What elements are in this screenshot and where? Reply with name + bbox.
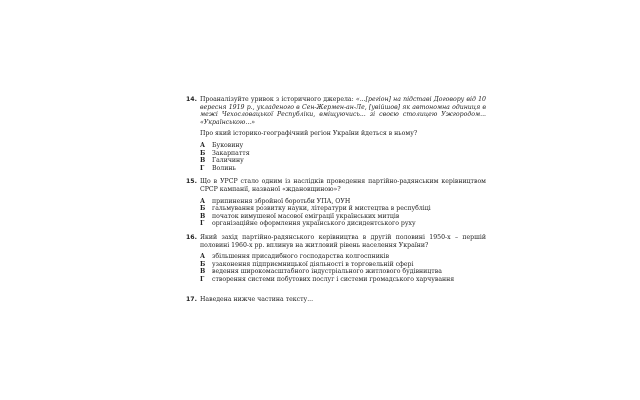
option-text: припинення збройної боротьби УПА, ОУН xyxy=(212,197,351,205)
answer-option[interactable] xyxy=(200,253,486,261)
option-letter: Б xyxy=(200,260,206,268)
option-letter: А xyxy=(200,141,206,149)
question-number: 14. xyxy=(186,96,197,103)
question-number: 15. xyxy=(186,178,197,186)
answer-option[interactable] xyxy=(200,157,486,165)
option-letter: В xyxy=(200,157,206,165)
question-stem xyxy=(200,96,486,126)
option-letter: Б xyxy=(200,205,206,213)
option-letter: Г xyxy=(200,275,205,283)
answer-option[interactable] xyxy=(200,261,486,269)
option-text: організаційне оформлення українського дисидентського руху xyxy=(212,220,416,228)
source-quote: «...[регіон] на підставі Договору від 10 вересня 1919 р., укладеного в Сен-Жермен-ан-Ле, [увійшов] як автономна одиниця в межі Чехословацької Республіки, вміщуючись... зі своєю столицею Ужгородом... «Українською...» xyxy=(200,96,486,126)
answer-options xyxy=(200,142,486,172)
option-text: гальмування розвитку науки, літератури й мистецтва в республіці xyxy=(212,205,431,213)
option-letter: А xyxy=(200,253,206,261)
question-stem: Наведена нижче частина тексту... xyxy=(200,296,314,303)
option-text: Закарпаття xyxy=(212,149,250,157)
option-letter: А xyxy=(200,197,206,205)
option-text: Волинь xyxy=(212,164,236,172)
option-letter: В xyxy=(200,212,206,220)
option-text: Галичину xyxy=(212,157,244,165)
answer-option[interactable] xyxy=(200,268,486,276)
answer-option[interactable] xyxy=(200,205,486,213)
question-17 xyxy=(186,296,486,304)
question-15 xyxy=(186,178,486,228)
answer-options xyxy=(200,198,486,228)
option-text: ведення широкомасштабного індустріального житлового будівництва xyxy=(212,268,442,276)
question-17-cut-off xyxy=(186,296,486,304)
option-letter: Г xyxy=(200,220,205,228)
option-text: збільшення присадибного господарства колгоспників xyxy=(212,253,390,261)
answer-option[interactable] xyxy=(200,150,486,158)
option-letter: В xyxy=(200,268,206,276)
answer-option[interactable] xyxy=(200,213,486,221)
option-text: початок вимушеної масової еміграції українських митців xyxy=(212,212,400,220)
option-text: Буковину xyxy=(212,141,244,149)
question-prompt: Про який історико-географічний регіон України йдеться в ньому? xyxy=(200,130,418,138)
question-stem: Що в УРСР стало одним із наслідків проведення партійно-радянським керівництвом СРСР кампанії, названої «ждановщиною»? xyxy=(200,178,486,193)
option-letter: Б xyxy=(200,149,206,157)
question-number: 17. xyxy=(186,296,197,303)
answer-option[interactable] xyxy=(200,276,486,284)
answer-options xyxy=(200,253,486,283)
test-page xyxy=(186,96,486,289)
question-16 xyxy=(186,234,486,284)
answer-option[interactable] xyxy=(200,198,486,206)
option-letter: Г xyxy=(200,164,205,172)
option-text: створення системи побутових послуг і системи громадського харчування xyxy=(212,275,455,283)
answer-option[interactable] xyxy=(200,220,486,228)
question-number: 16. xyxy=(186,233,197,241)
question-stem: Який захід партійно-радянського керівництва в другій половині 1950-х – першій половині 1960-х рр. вплинув на житловий рівень населення України? xyxy=(200,233,486,249)
answer-option[interactable] xyxy=(200,142,486,150)
option-text: узаконення підприємницької діяльності в торговельній сфері xyxy=(212,260,414,268)
question-intro: Проаналізуйте уривок з історичного джерела: xyxy=(200,96,354,103)
question-14 xyxy=(186,96,486,172)
answer-option[interactable] xyxy=(200,165,486,173)
